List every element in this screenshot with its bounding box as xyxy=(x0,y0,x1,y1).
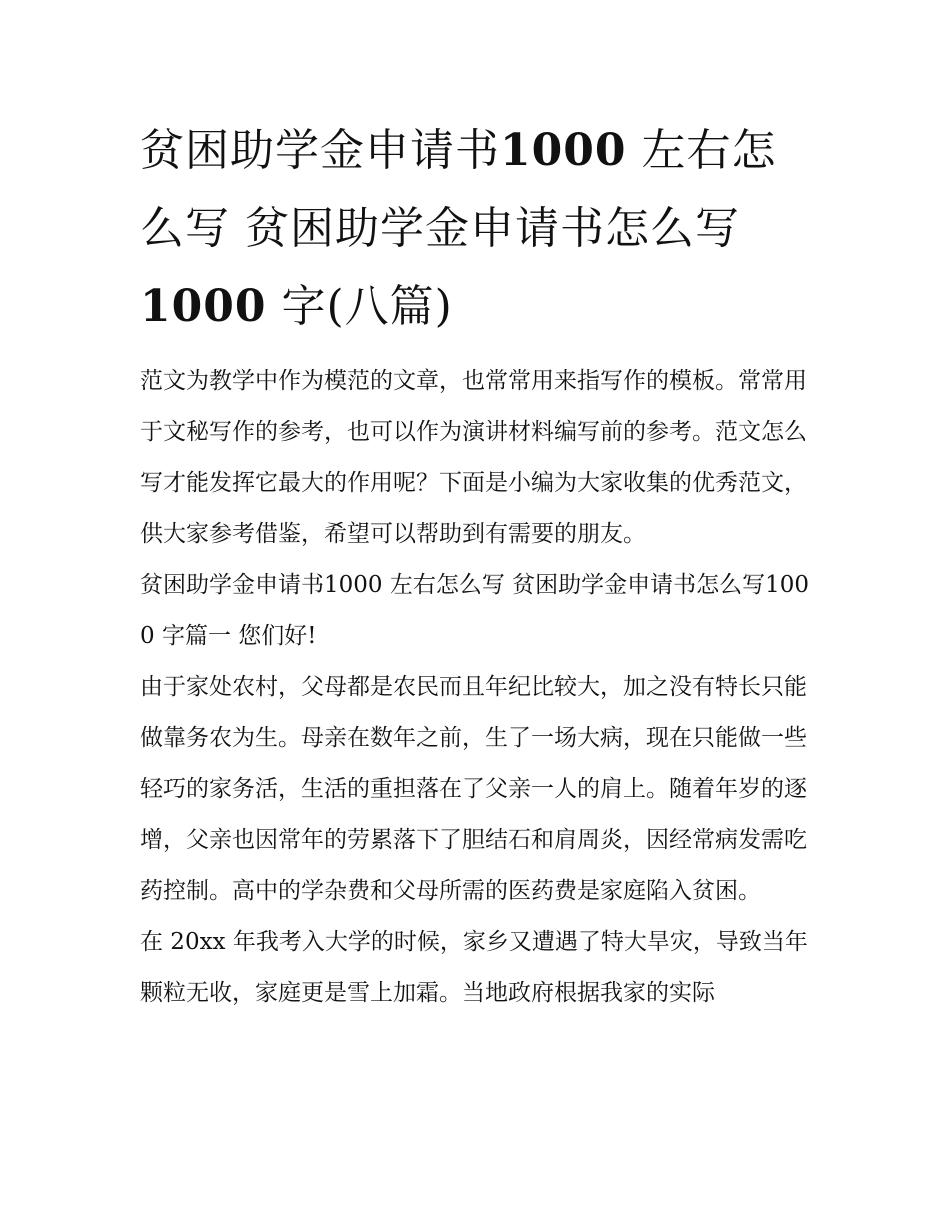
intro-paragraph: 范文为教学中作为模范的文章，也常常用来指写作的模板。常常用于文秘写作的参考，也可以作为演讲材料编写前的参考。范文怎么写才能发挥它最大的作用呢？下面是小编为大家收集的优秀范文，供大家参考借鉴，希望可以帮助到有需要的朋友。 xyxy=(140,368,807,547)
title-text-part-2: 左右怎么写 贫困助学金申请书怎么写 xyxy=(140,125,777,254)
section-heading-paragraph: 贫困助学金申请书1000 左右怎么写 贫困助学金申请书怎么写1000 字篇一 您们好! xyxy=(140,572,810,649)
document-body xyxy=(140,112,820,1019)
title-number-2: 1000 xyxy=(140,281,267,332)
title-text-part-1: 贫困助学金申请书 xyxy=(140,125,500,176)
family-situation-paragraph: 由于家处农村，父母都是农民而且年纪比较大，加之没有特长只能做靠务农为生。母亲在数年之前，生了一场大病，现在只能做一些轻巧的家务活，生活的重担落在了父亲一人的肩上。随着年岁的逐增，父亲也因常年的劳累落下了胆结石和肩周炎，因经常病发需吃药控制。高中的学杂费和父母所需的医药费是家庭陷入贫困。 xyxy=(140,674,807,904)
document-title xyxy=(140,112,820,346)
title-text-part-3: 字(八篇) xyxy=(266,281,453,332)
disaster-paragraph: 在 20xx 年我考入大学的时候，家乡又遭遇了特大旱灾，导致当年颗粒无收，家庭更是雪上加霜。当地政府根据我家的实际 xyxy=(140,929,808,1006)
title-number-1: 1000 xyxy=(500,125,627,176)
